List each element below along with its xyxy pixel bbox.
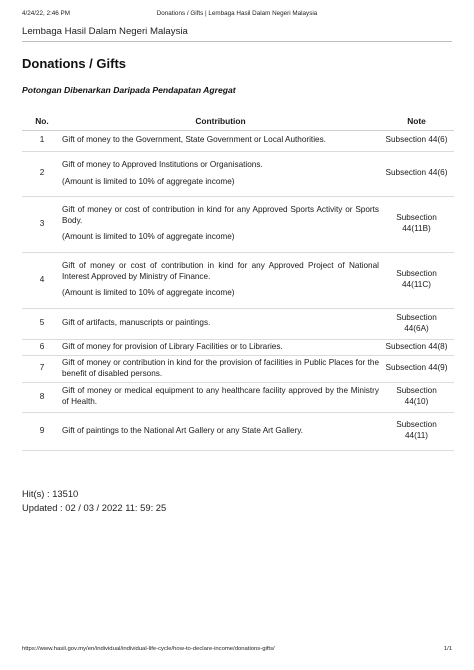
contribution-cell	[62, 382, 379, 412]
table-row	[22, 130, 454, 151]
table-row	[22, 412, 454, 450]
note-text: Subsection	[396, 269, 437, 279]
note-text: 44(10)	[404, 397, 429, 406]
donations-table	[22, 112, 454, 451]
row-number: 3	[39, 218, 45, 228]
row-number: 1	[39, 135, 45, 145]
print-footer	[22, 646, 452, 656]
contribution-text: Gift of money or cost of contribution in kind for any Approved Sports Activity or Sports Body.	[62, 205, 379, 225]
contribution-cell	[62, 308, 379, 339]
contribution-text: Gift of money to the Government, State Government or Local Authorities.	[62, 135, 326, 145]
contribution-text: Gift of money or contribution in kind for the provision of facilities in Public Places for the benefit of disabled persons.	[62, 357, 379, 378]
contribution-text: (Amount is limited to 10% of aggregate income)	[62, 288, 235, 298]
page-url: https://www.hasil.gov.my/en/individual/individual-life-cycle/how-to-declare-income/donations-gifts/	[22, 646, 275, 652]
contribution-text: Gift of money for provision of Library Facilities or to Libraries.	[62, 341, 283, 351]
note-text: Subsection 44(8)	[385, 341, 448, 351]
contribution-cell	[62, 196, 379, 252]
row-number: 6	[39, 341, 45, 351]
print-header	[22, 10, 452, 20]
print-date-time: 4/24/22, 2:46 PM	[22, 10, 70, 17]
table-row	[22, 252, 454, 308]
last-updated: Updated : 02 / 03 / 2022 11: 59: 25	[22, 502, 167, 513]
row-number: 4	[39, 274, 45, 284]
note-cell	[379, 130, 454, 151]
note-text: Subsection	[396, 386, 437, 396]
contribution-text: Gift of money or cost of contribution in kind for any Approved Project of National Interest Approved by Ministry of Finance.	[62, 261, 379, 281]
site-name: Lembaga Hasil Dalam Negeri Malaysia	[22, 26, 188, 37]
page-subtitle: Potongan Dibenarkan Daripada Pendapatan Agregat	[22, 85, 236, 95]
table-header-row	[22, 112, 454, 130]
column-header-no: No.	[35, 115, 49, 126]
contribution-text: Gift of money or medical equipment to any healthcare facility approved by the Ministry of Health.	[62, 386, 379, 406]
note-text: Subsection 44(6)	[385, 135, 448, 145]
note-cell	[379, 252, 454, 308]
row-number: 8	[39, 391, 45, 401]
header-divider	[22, 41, 452, 42]
contribution-text: Gift of money to Approved Institutions or Organisations.	[62, 159, 263, 169]
note-text: Subsection 44(9)	[385, 363, 448, 373]
row-number: 9	[39, 425, 45, 435]
page-title: Donations / Gifts	[22, 56, 126, 71]
note-text: 44(11C)	[402, 280, 431, 289]
column-header-note: Note	[407, 115, 426, 126]
note-text: Subsection 44(6)	[385, 168, 448, 178]
table-row	[22, 196, 454, 252]
print-document-title: Donations / Gifts | Lembaga Hasil Dalam Negeri Malaysia	[156, 10, 318, 17]
contribution-text: Gift of artifacts, manuscripts or paintings.	[62, 318, 211, 328]
table-body	[22, 130, 454, 450]
note-text: Subsection	[396, 420, 437, 430]
note-cell	[379, 355, 454, 382]
contribution-cell	[62, 151, 379, 196]
note-text: Subsection	[396, 312, 437, 322]
contribution-cell	[62, 412, 379, 450]
contribution-cell	[62, 339, 379, 355]
note-text: 44(11)	[404, 431, 429, 440]
column-header-contribution: Contribution	[195, 115, 246, 126]
table-row	[22, 339, 454, 355]
row-number: 5	[39, 318, 45, 328]
contribution-text: Gift of paintings to the National Art Gallery or any State Art Gallery.	[62, 425, 304, 435]
note-cell	[379, 308, 454, 339]
page-count: 1/1	[443, 646, 452, 652]
note-cell	[379, 412, 454, 450]
note-cell	[379, 382, 454, 412]
contribution-text: (Amount is limited to 10% of aggregate income)	[62, 176, 235, 186]
note-text: Subsection	[396, 213, 437, 223]
row-number: 7	[39, 363, 45, 373]
table-row	[22, 382, 454, 412]
note-cell	[379, 196, 454, 252]
table-row	[22, 308, 454, 339]
row-number: 2	[39, 168, 45, 178]
note-text: 44(6A)	[404, 323, 429, 333]
table-row	[22, 151, 454, 196]
table-row	[22, 355, 454, 382]
contribution-cell	[62, 355, 379, 382]
contribution-cell	[62, 130, 379, 151]
note-text: 44(11B)	[402, 224, 431, 233]
note-cell	[379, 151, 454, 196]
contribution-text: (Amount is limited to 10% of aggregate income)	[62, 232, 235, 242]
note-cell	[379, 339, 454, 355]
hit-count: Hit(s) : 13510	[22, 488, 79, 499]
contribution-cell	[62, 252, 379, 308]
